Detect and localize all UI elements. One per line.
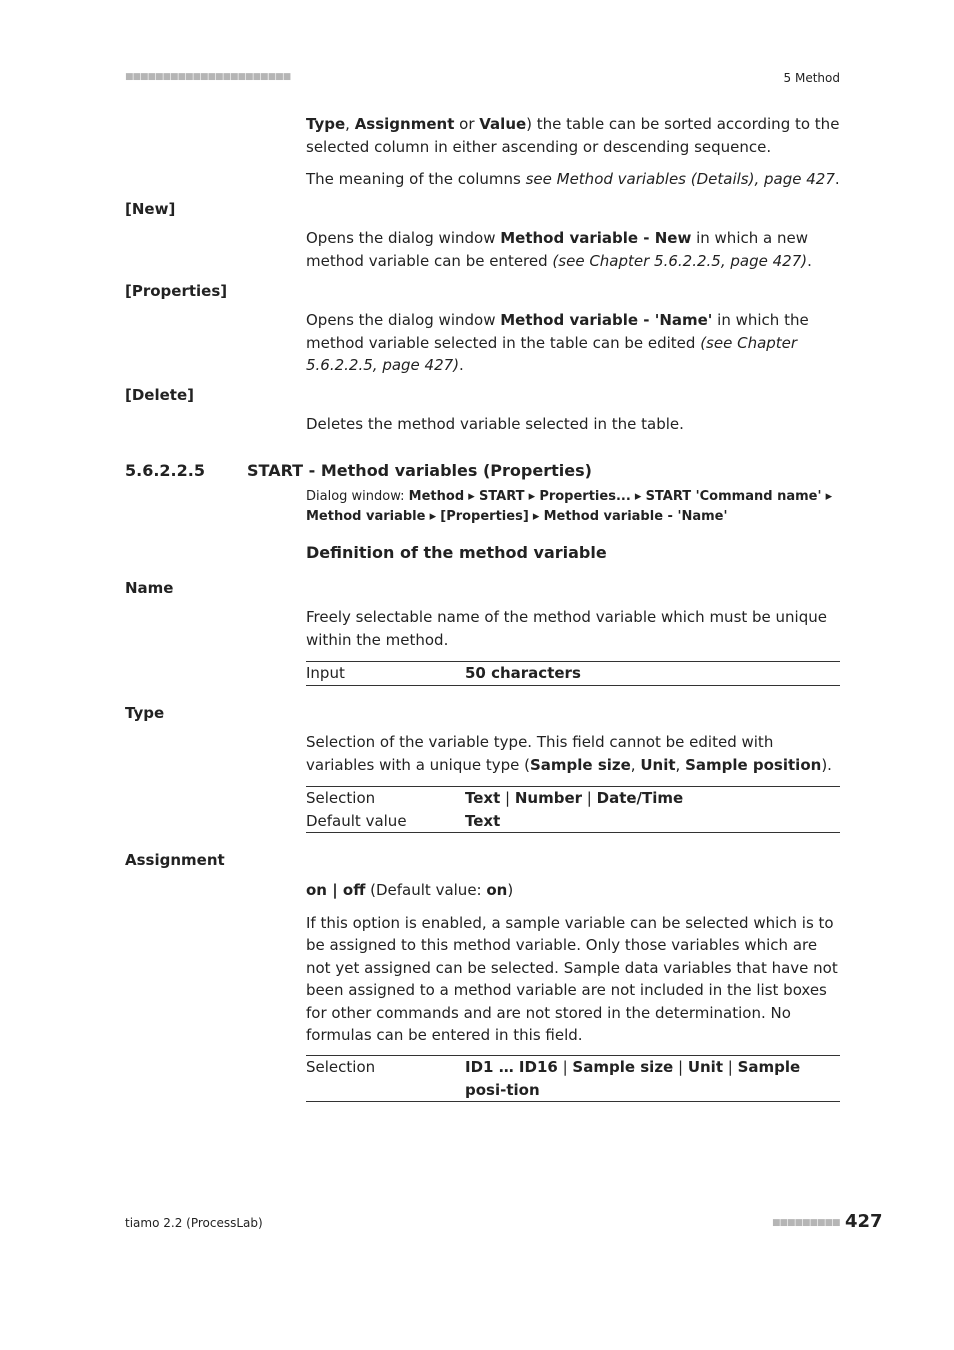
type-name: Sample position [685, 755, 822, 774]
table-row [306, 810, 840, 833]
table-row [306, 787, 840, 810]
assignment-property-table [306, 1055, 840, 1102]
option: Number [514, 789, 583, 807]
table-key: Selection [306, 789, 376, 807]
type-description [306, 731, 840, 776]
text: Freely selectable name of the method variable which must be unique within the method. [306, 608, 827, 649]
intro-paragraph-1 [306, 113, 840, 158]
dialog-path [306, 487, 840, 527]
path-item: Properties... [539, 489, 631, 504]
name-label: Name [125, 579, 174, 597]
text: , [630, 755, 641, 774]
text: (Default value: [365, 881, 487, 899]
text: If this option is enabled, a sample variable can be selected which is to be assigned to this method variable. Only those variables which are not yet assigned can be selected. Sample data variables that have not been assigned to a method variable are not included in the list boxes for other commands and are not stored in the determination. No formulas can be entered in this field. [306, 913, 838, 1044]
type-label: Type [125, 704, 165, 722]
table-value [465, 1056, 840, 1102]
path-item: Method variable - 'Name' [543, 509, 728, 524]
table-key: Input [306, 664, 345, 682]
path-item: [Properties] [440, 509, 529, 524]
arrow-icon: ▸ [630, 489, 646, 504]
text: Opens the dialog window [306, 311, 501, 329]
text: , [345, 115, 355, 133]
section-number: 5.6.2.2.5 [125, 461, 205, 480]
table-key: Default value [306, 811, 407, 830]
text: Opens the dialog window [306, 229, 501, 247]
option: Date/Time [596, 789, 684, 807]
text: ) [507, 881, 514, 899]
cross-reference-link[interactable]: (see Chapter 5.6.2.2.5, page 427) [552, 251, 808, 270]
arrow-icon: ▸ [821, 489, 833, 504]
separator: | [557, 1058, 573, 1076]
arrow-icon: ▸ [425, 509, 441, 524]
cross-reference-link[interactable]: (see Chapter 5.6.2.2.5, page 427) [306, 333, 798, 374]
text: Dialog window: [306, 489, 409, 504]
footer-product: tiamo 2.2 (ProcessLab) [125, 1216, 263, 1230]
delete-button-label: [Delete] [125, 386, 194, 404]
dialog-name: Method variable - 'Name' [500, 311, 713, 329]
table-value: 50 characters [465, 664, 581, 682]
arrow-icon: ▸ [524, 489, 540, 504]
path-item: Method [408, 489, 465, 504]
path-item: START 'Command name' [645, 489, 822, 504]
separator: | [500, 789, 515, 807]
header-chapter: 5 Method [783, 71, 840, 85]
column-assignment: Assignment [354, 115, 455, 133]
cross-reference-link[interactable]: see Method variables (Details), page 427 [525, 170, 835, 188]
type-name: Unit [640, 755, 676, 774]
arrow-icon: ▸ [528, 509, 544, 524]
text: Selection of the variable type. This field cannot be edited with variables with a unique type ( [306, 733, 774, 774]
on-off-values: on | off [306, 881, 366, 899]
name-description [306, 606, 840, 651]
option: ID1 … ID16 [465, 1058, 558, 1076]
default-value: on [486, 881, 508, 899]
option: Sample posi-tion [465, 1058, 801, 1099]
table-value: Text [465, 811, 501, 830]
text: ) the table can be sorted according to the selected column in either ascending or descending sequence. [306, 115, 840, 156]
text: ). [821, 755, 832, 774]
assignment-label: Assignment [125, 851, 225, 869]
option: Sample size [572, 1058, 674, 1076]
text: in which the method variable selected in the table can be edited [306, 311, 809, 352]
path-item: START [478, 489, 525, 504]
text: , [675, 755, 686, 774]
intro-block [306, 113, 840, 191]
definition-heading: Definition of the method variable [306, 543, 607, 562]
text: . [807, 251, 812, 270]
name-property-table [306, 661, 840, 686]
arrow-icon: ▸ [464, 489, 479, 504]
delete-description [306, 413, 840, 436]
table-value [465, 787, 840, 810]
column-type: Type [306, 115, 346, 133]
text: Deletes the method variable selected in the table. [306, 415, 684, 433]
text: . [459, 356, 464, 374]
separator: | [582, 789, 597, 807]
dialog-name: Method variable - New [500, 229, 692, 247]
new-description [306, 227, 840, 272]
properties-description [306, 309, 840, 377]
text: in which a new method variable can be entered [306, 229, 808, 270]
option: Unit [687, 1058, 723, 1076]
column-value: Value [479, 115, 527, 133]
new-button-label: [New] [125, 200, 176, 218]
table-row [306, 1056, 840, 1102]
type-property-table [306, 786, 840, 833]
separator: | [673, 1058, 688, 1076]
intro-paragraph-2 [306, 168, 840, 191]
assignment-default [306, 879, 840, 902]
header-decoration: ■■■■■■■■■■■■■■■■■■■■■■ [125, 72, 291, 82]
separator: | [723, 1058, 738, 1076]
section-title: START - Method variables (Properties) [247, 461, 592, 480]
type-name: Sample size [529, 755, 631, 774]
properties-button-label: [Properties] [125, 282, 228, 300]
text: The meaning of the columns [306, 170, 526, 188]
path-item: Method variable [306, 509, 426, 524]
assignment-description [306, 879, 840, 1047]
table-row [306, 662, 840, 686]
page-number: 427 [845, 1211, 883, 1232]
table-key: Selection [306, 1058, 376, 1076]
text: or [454, 115, 480, 133]
text: . [834, 170, 840, 188]
option: Text [465, 789, 501, 807]
footer-decoration: ■■■■■■■■■ [772, 1218, 840, 1228]
